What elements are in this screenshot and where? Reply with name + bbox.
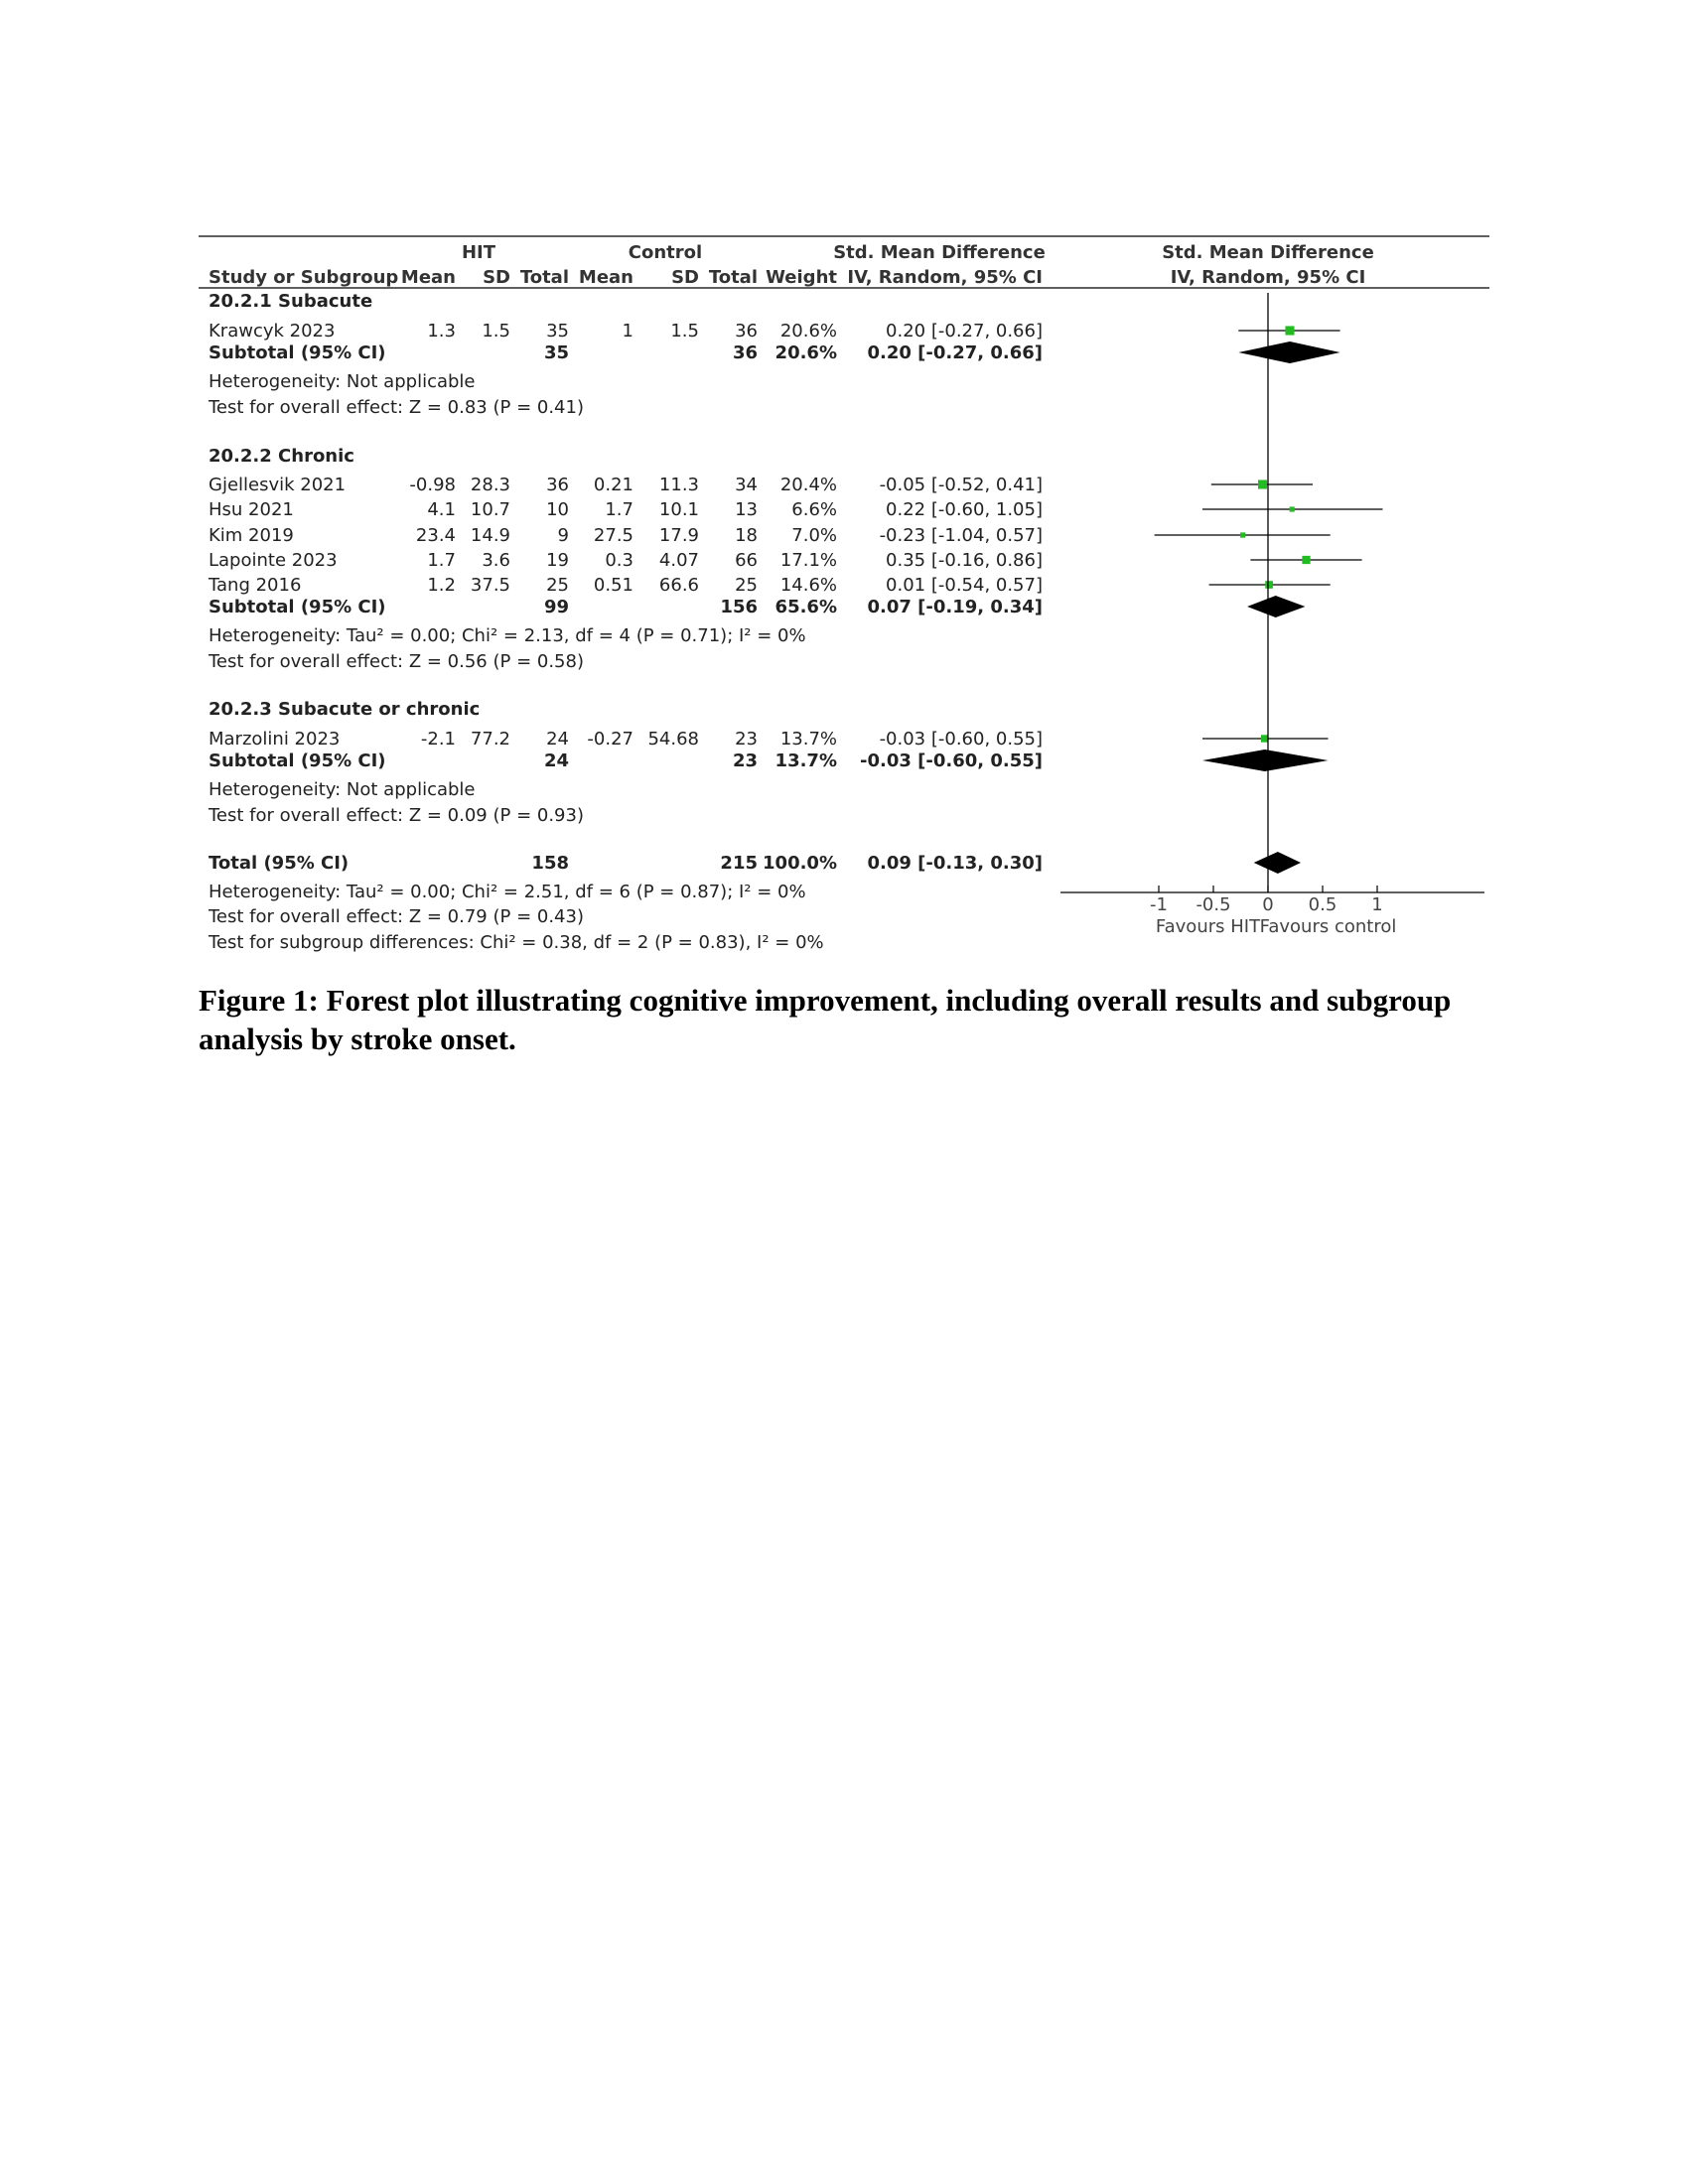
study-1-1-ci: 0.20 [-0.27, 0.66] (886, 321, 1043, 341)
study-3-1-ci: -0.03 [-0.60, 0.55] (879, 729, 1043, 750)
subtotal-2-ctl-total: 156 (720, 597, 758, 617)
subtotal-1-weight: 20.6% (774, 342, 837, 363)
subtotal-2-diamond (1247, 596, 1305, 617)
study-2-5-ctl-total: 25 (735, 575, 758, 596)
study-2-2-ci: 0.22 [-0.60, 1.05] (886, 499, 1043, 520)
study-2-5-hit-sd: 37.5 (470, 575, 510, 596)
forest-plot (0, 0, 1688, 993)
heterogeneity-3: Heterogeneity: Not applicable (209, 779, 476, 800)
study-2-4-hit-mean: 1.7 (427, 550, 456, 571)
study-2-2-square (1290, 506, 1295, 511)
study-2-5-hit-mean: 1.2 (427, 575, 456, 596)
study-2-5-weight: 14.6% (779, 575, 837, 596)
total-hit-total: 158 (531, 853, 569, 874)
study-2-1-hit-sd: 28.3 (470, 475, 510, 495)
overall-effect-1: Test for overall effect: Z = 0.83 (P = 0.41) (209, 397, 584, 418)
study-2-5-name: Tang 2016 (209, 575, 302, 596)
subgroup-title-3: 20.2.3 Subacute or chronic (209, 699, 481, 720)
study-2-1-ctl-mean: 0.21 (593, 475, 633, 495)
study-2-4-ctl-mean: 0.3 (605, 550, 633, 571)
study-2-1-ctl-sd: 11.3 (658, 475, 699, 495)
subtotal-1-ctl-total: 36 (732, 342, 758, 363)
header-hit-group: HIT (461, 242, 496, 263)
study-2-2-ctl-sd: 10.1 (658, 499, 699, 520)
study-2-3-ci: -0.23 [-1.04, 0.57] (879, 525, 1043, 546)
study-2-2-ctl-mean: 1.7 (605, 499, 633, 520)
overall-effect-3: Test for overall effect: Z = 0.09 (P = 0.93) (209, 805, 584, 826)
total-ci: 0.09 [-0.13, 0.30] (867, 853, 1043, 874)
study-1-1-hit-mean: 1.3 (427, 321, 456, 341)
header-control-group: Control (628, 242, 703, 263)
total-ctl-total: 215 (720, 853, 758, 874)
x-tick-label-3: 0 (1262, 894, 1274, 915)
subtotal-3-ctl-total: 23 (732, 751, 758, 771)
study-2-3-hit-total: 9 (557, 525, 569, 546)
study-2-4-ci: 0.35 [-0.16, 0.86] (886, 550, 1043, 571)
subtotal-2-ci: 0.07 [-0.19, 0.34] (867, 597, 1043, 617)
header-ctl-mean: Mean (578, 267, 633, 288)
header-plot-method: IV, Random, 95% CI (1170, 267, 1366, 288)
study-2-1-hit-mean: -0.98 (409, 475, 456, 495)
x-tick-label-2: -0.5 (1196, 894, 1231, 915)
header-effect-method: IV, Random, 95% CI (847, 267, 1043, 288)
study-2-1-square (1258, 479, 1267, 488)
study-1-1-square (1285, 326, 1294, 335)
study-1-1-name: Krawcyk 2023 (209, 321, 336, 341)
study-2-1-hit-total: 36 (546, 475, 569, 495)
study-3-1-hit-mean: -2.1 (420, 729, 456, 750)
study-1-1-ctl-sd: 1.5 (670, 321, 699, 341)
study-2-3-ctl-sd: 17.9 (658, 525, 699, 546)
study-3-1-ctl-total: 23 (735, 729, 758, 750)
header-effect-measure: Std. Mean Difference (833, 242, 1046, 263)
subtotal-1-label: Subtotal (95% CI) (209, 342, 386, 363)
subtotal-3-ci: -0.03 [-0.60, 0.55] (860, 751, 1043, 771)
subtotal-2-hit-total: 99 (543, 597, 569, 617)
subgroup-title-2: 20.2.2 Chronic (209, 446, 354, 467)
study-2-1-weight: 20.4% (779, 475, 837, 495)
study-2-5-hit-total: 25 (546, 575, 569, 596)
favours-hit-label: Favours HIT (1155, 916, 1261, 937)
header-ctl-total: Total (708, 267, 758, 288)
favours-control-label: Favours control (1259, 916, 1397, 937)
x-tick-label-5: 1 (1371, 894, 1383, 915)
study-1-1-weight: 20.6% (779, 321, 837, 341)
study-2-3-square (1240, 532, 1245, 537)
total-diamond (1254, 852, 1301, 874)
subtotal-1-hit-total: 35 (543, 342, 569, 363)
subgroup-differences: Test for subgroup differences: Chi² = 0.38, df = 2 (P = 0.83), I² = 0% (209, 932, 824, 953)
heterogeneity-1: Heterogeneity: Not applicable (209, 371, 476, 392)
study-1-1-ctl-mean: 1 (622, 321, 633, 341)
study-1-1-ctl-total: 36 (735, 321, 758, 341)
study-2-4-ctl-total: 66 (735, 550, 758, 571)
study-2-4-name: Lapointe 2023 (209, 550, 338, 571)
study-3-1-square (1261, 735, 1268, 742)
study-3-1-hit-total: 24 (546, 729, 569, 750)
study-2-4-weight: 17.1% (779, 550, 837, 571)
study-3-1-name: Marzolini 2023 (209, 729, 341, 750)
study-2-2-name: Hsu 2021 (209, 499, 294, 520)
study-3-1-hit-sd: 77.2 (470, 729, 510, 750)
study-3-1-weight: 13.7% (779, 729, 837, 750)
study-3-1-ctl-sd: 54.68 (647, 729, 699, 750)
x-tick-label-4: 0.5 (1308, 894, 1337, 915)
study-2-3-name: Kim 2019 (209, 525, 294, 546)
study-2-5-ctl-mean: 0.51 (593, 575, 633, 596)
study-2-2-hit-total: 10 (546, 499, 569, 520)
header-col-study: Study or Subgroup (209, 267, 399, 288)
subgroup-title-1: 20.2.1 Subacute (209, 291, 373, 312)
study-2-3-ctl-total: 18 (735, 525, 758, 546)
study-2-2-hit-mean: 4.1 (427, 499, 456, 520)
study-1-1-hit-total: 35 (546, 321, 569, 341)
subtotal-3-diamond (1202, 750, 1329, 771)
overall-effect-2: Test for overall effect: Z = 0.56 (P = 0.58) (209, 651, 584, 672)
total-weight: 100.0% (763, 853, 837, 874)
subtotal-1-ci: 0.20 [-0.27, 0.66] (867, 342, 1043, 363)
study-2-3-hit-mean: 23.4 (415, 525, 456, 546)
study-2-5-square (1265, 581, 1273, 589)
x-tick-label-1: -1 (1150, 894, 1168, 915)
header-hit-mean: Mean (400, 267, 456, 288)
study-2-3-ctl-mean: 27.5 (593, 525, 633, 546)
header-hit-total: Total (519, 267, 569, 288)
figure-caption: Figure 1: Forest plot illustrating cognitive improvement, including overall results and subgroup analysis by stroke onset. (199, 983, 1452, 1056)
study-2-4-hit-total: 19 (546, 550, 569, 571)
study-2-2-ctl-total: 13 (735, 499, 758, 520)
subtotal-3-hit-total: 24 (543, 751, 569, 771)
header-plot-measure: Std. Mean Difference (1162, 242, 1374, 263)
study-2-1-name: Gjellesvik 2021 (209, 475, 347, 495)
total-heterogeneity: Heterogeneity: Tau² = 0.00; Chi² = 2.51, df = 6 (P = 0.87); I² = 0% (209, 882, 806, 902)
study-2-2-weight: 6.6% (791, 499, 837, 520)
study-2-1-ctl-total: 34 (735, 475, 758, 495)
study-2-5-ci: 0.01 [-0.54, 0.57] (886, 575, 1043, 596)
study-2-2-hit-sd: 10.7 (470, 499, 510, 520)
subtotal-2-weight: 65.6% (774, 597, 837, 617)
study-2-3-hit-sd: 14.9 (470, 525, 510, 546)
subtotal-3-weight: 13.7% (774, 751, 837, 771)
study-2-4-square (1302, 556, 1310, 564)
study-2-1-ci: -0.05 [-0.52, 0.41] (879, 475, 1043, 495)
study-2-4-hit-sd: 3.6 (482, 550, 510, 571)
study-2-3-weight: 7.0% (791, 525, 837, 546)
subtotal-3-label: Subtotal (95% CI) (209, 751, 386, 771)
total-label: Total (95% CI) (209, 853, 350, 874)
study-3-1-ctl-mean: -0.27 (587, 729, 633, 750)
header-ctl-sd: SD (671, 267, 699, 288)
header-weight: Weight (766, 267, 837, 288)
heterogeneity-2: Heterogeneity: Tau² = 0.00; Chi² = 2.13, df = 4 (P = 0.71); I² = 0% (209, 625, 806, 646)
total-overall-effect: Test for overall effect: Z = 0.79 (P = 0.43) (209, 906, 584, 927)
study-1-1-hit-sd: 1.5 (482, 321, 510, 341)
header-hit-sd: SD (483, 267, 510, 288)
study-2-5-ctl-sd: 66.6 (658, 575, 699, 596)
subtotal-2-label: Subtotal (95% CI) (209, 597, 386, 617)
study-2-4-ctl-sd: 4.07 (658, 550, 699, 571)
subtotal-1-diamond (1238, 341, 1339, 363)
